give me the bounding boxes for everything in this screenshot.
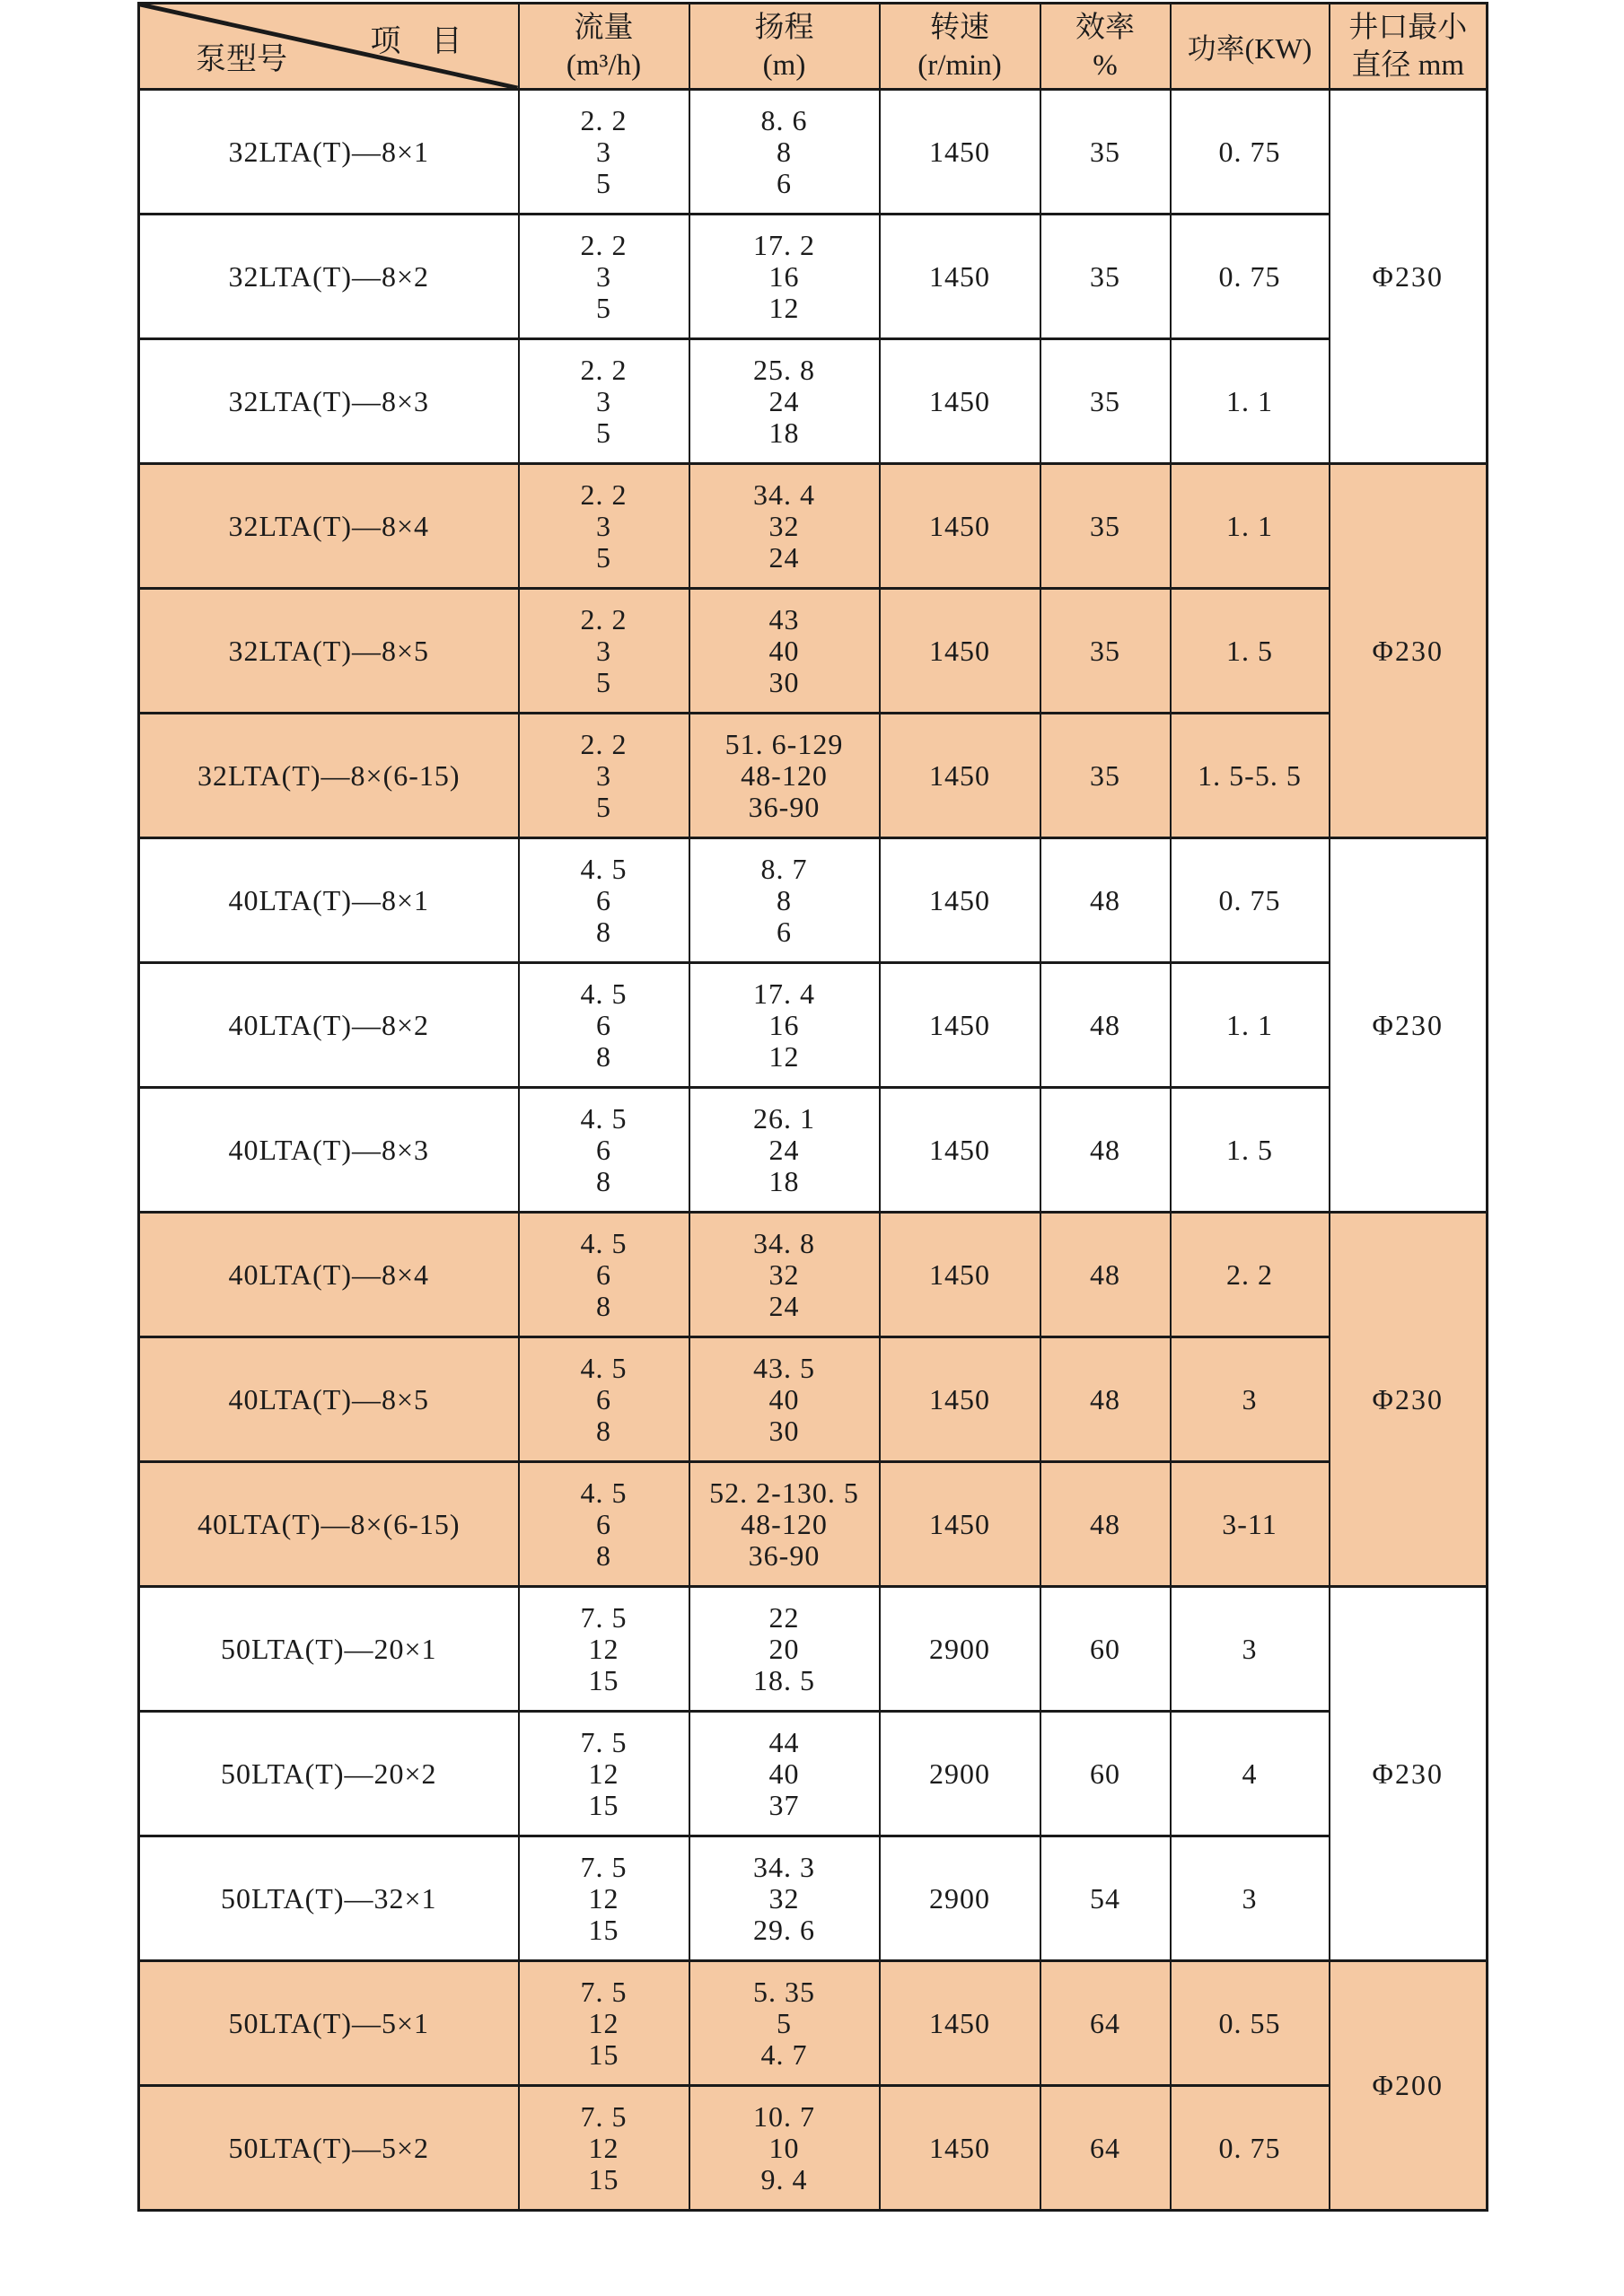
flow-value: 12 <box>588 2131 619 2164</box>
model-cell: 50LTA(T)—20×2 <box>139 1712 519 1836</box>
head-value: 18. 5 <box>753 1663 815 1696</box>
flow-cell <box>519 963 689 1088</box>
flow-value: 15 <box>588 1788 619 1821</box>
model-cell: 32LTA(T)—8×5 <box>139 589 519 714</box>
diameter-cell: Φ230 <box>1330 1587 1488 1961</box>
flow-value: 2. 2 <box>580 103 628 136</box>
speed-cell: 1450 <box>880 215 1040 339</box>
head-cell <box>689 339 880 464</box>
speed-cell: 1450 <box>880 963 1040 1088</box>
efficiency-cell: 48 <box>1040 1462 1171 1587</box>
efficiency-cell: 35 <box>1040 90 1171 215</box>
flow-value: 8 <box>596 915 611 948</box>
flow-value: 4. 5 <box>580 1101 628 1135</box>
head-cell <box>689 1587 880 1712</box>
power-cell: 0. 75 <box>1171 2086 1330 2211</box>
flow-value: 7. 5 <box>580 2099 628 2133</box>
head-value: 40 <box>768 1382 800 1415</box>
flow-value: 7. 5 <box>580 1600 628 1634</box>
head-value: 6 <box>777 166 792 199</box>
efficiency-cell: 35 <box>1040 589 1171 714</box>
flow-value: 2. 2 <box>580 602 628 635</box>
flow-value: 7. 5 <box>580 1725 628 1758</box>
head-value: 34. 3 <box>753 1850 815 1883</box>
speed-cell: 2900 <box>880 1587 1040 1712</box>
flow-value: 15 <box>588 1913 619 1946</box>
efficiency-cell: 48 <box>1040 1088 1171 1213</box>
flow-cell <box>519 339 689 464</box>
flow-value: 4. 5 <box>580 1476 628 1509</box>
model-cell: 50LTA(T)—32×1 <box>139 1836 519 1961</box>
head-cell <box>689 1836 880 1961</box>
header-diameter-cell <box>1330 4 1488 90</box>
head-value: 34. 4 <box>753 478 815 511</box>
model-cell: 32LTA(T)—8×1 <box>139 90 519 215</box>
header-flow-title: 流量 <box>574 11 634 44</box>
model-cell: 40LTA(T)—8×3 <box>139 1088 519 1213</box>
flow-value: 2. 2 <box>580 727 628 760</box>
efficiency-cell: 64 <box>1040 1961 1171 2086</box>
header-item-label: 项 目 <box>370 25 462 58</box>
model-cell: 50LTA(T)—5×2 <box>139 2086 519 2211</box>
flow-value: 4. 5 <box>580 1226 628 1259</box>
flow-value: 6 <box>596 1382 611 1415</box>
head-value: 6 <box>777 915 792 948</box>
model-cell: 50LTA(T)—20×1 <box>139 1587 519 1712</box>
head-cell <box>689 714 880 838</box>
speed-cell: 1450 <box>880 1462 1040 1587</box>
efficiency-cell: 48 <box>1040 1213 1171 1337</box>
flow-cell <box>519 1836 689 1961</box>
flow-value: 15 <box>588 2162 619 2195</box>
head-value: 16 <box>768 1008 800 1041</box>
diameter-cell: Φ230 <box>1330 1213 1488 1587</box>
power-cell: 0. 75 <box>1171 838 1330 963</box>
efficiency-cell: 60 <box>1040 1587 1171 1712</box>
head-value: 36-90 <box>748 1538 821 1572</box>
power-cell: 3-11 <box>1171 1462 1330 1587</box>
speed-cell: 1450 <box>880 464 1040 589</box>
header-head-unit: (m) <box>762 48 806 82</box>
header-flow-unit: (m³/h) <box>566 48 642 82</box>
flow-value: 5 <box>596 540 611 574</box>
head-value: 40 <box>768 634 800 667</box>
flow-value: 2. 2 <box>580 228 628 261</box>
head-value: 12 <box>768 291 800 324</box>
corner-header-cell <box>139 4 519 90</box>
diameter-cell: Φ230 <box>1330 90 1488 464</box>
flow-value: 8 <box>596 1164 611 1197</box>
efficiency-cell: 35 <box>1040 339 1171 464</box>
head-value: 8. 7 <box>760 852 808 885</box>
head-value: 17. 4 <box>753 977 815 1010</box>
head-value: 20 <box>768 1632 800 1665</box>
head-cell <box>689 1961 880 2086</box>
speed-cell: 1450 <box>880 1213 1040 1337</box>
model-cell: 32LTA(T)—8×(6-15) <box>139 714 519 838</box>
header-head-title: 扬程 <box>754 11 814 44</box>
flow-value: 5 <box>596 291 611 324</box>
head-cell <box>689 464 880 589</box>
model-cell: 32LTA(T)—8×2 <box>139 215 519 339</box>
flow-value: 3 <box>596 634 611 667</box>
model-cell: 40LTA(T)—8×5 <box>139 1337 519 1462</box>
head-cell <box>689 215 880 339</box>
flow-value: 4. 5 <box>580 1351 628 1384</box>
model-cell: 32LTA(T)—8×4 <box>139 464 519 589</box>
table-row <box>139 2086 1488 2211</box>
head-cell <box>689 1712 880 1836</box>
flow-value: 4. 5 <box>580 977 628 1010</box>
head-cell <box>689 1213 880 1337</box>
head-value: 5. 35 <box>753 1975 815 2008</box>
speed-cell: 2900 <box>880 1836 1040 1961</box>
table-row <box>139 1462 1488 1587</box>
flow-value: 3 <box>596 509 611 542</box>
flow-value: 5 <box>596 790 611 823</box>
speed-cell: 1450 <box>880 589 1040 714</box>
flow-value: 8 <box>596 1414 611 1447</box>
head-value: 4. 7 <box>760 2037 808 2071</box>
head-value: 32 <box>768 1881 800 1915</box>
head-value: 22 <box>768 1600 800 1634</box>
speed-cell: 1450 <box>880 1088 1040 1213</box>
flow-cell <box>519 464 689 589</box>
header-speed-title: 转速 <box>930 11 989 44</box>
power-cell: 0. 75 <box>1171 215 1330 339</box>
flow-cell <box>519 215 689 339</box>
table-row <box>139 714 1488 838</box>
head-value: 24 <box>768 384 800 417</box>
model-cell: 40LTA(T)—8×2 <box>139 963 519 1088</box>
flow-value: 5 <box>596 416 611 449</box>
head-value: 5 <box>777 2006 792 2039</box>
flow-value: 2. 2 <box>580 353 628 386</box>
power-cell: 1. 1 <box>1171 464 1330 589</box>
flow-value: 15 <box>588 2037 619 2071</box>
header-speed-cell <box>880 4 1040 90</box>
diameter-cell: Φ230 <box>1330 838 1488 1213</box>
table-row <box>139 1337 1488 1462</box>
head-value: 44 <box>768 1725 800 1758</box>
head-value: 8 <box>777 883 792 916</box>
head-value: 9. 4 <box>760 2162 808 2195</box>
head-value: 52. 2-130. 5 <box>709 1476 859 1509</box>
head-value: 30 <box>768 1414 800 1447</box>
header-efficiency-cell <box>1040 4 1171 90</box>
flow-value: 5 <box>596 665 611 698</box>
flow-cell <box>519 1712 689 1836</box>
efficiency-cell: 35 <box>1040 464 1171 589</box>
power-cell: 0. 55 <box>1171 1961 1330 2086</box>
speed-cell: 1450 <box>880 1961 1040 2086</box>
table-row <box>139 1836 1488 1961</box>
table-row <box>139 1088 1488 1213</box>
header-speed-unit: (r/min) <box>917 48 1002 82</box>
head-value: 43 <box>768 602 800 635</box>
power-cell: 4 <box>1171 1712 1330 1836</box>
flow-cell <box>519 838 689 963</box>
head-value: 36-90 <box>748 790 821 823</box>
head-value: 24 <box>768 1133 800 1166</box>
flow-cell <box>519 2086 689 2211</box>
flow-value: 7. 5 <box>580 1975 628 2008</box>
flow-cell <box>519 1462 689 1587</box>
flow-value: 6 <box>596 1507 611 1540</box>
flow-cell <box>519 1587 689 1712</box>
efficiency-cell: 48 <box>1040 838 1171 963</box>
flow-value: 12 <box>588 2006 619 2039</box>
power-cell: 1. 5 <box>1171 1088 1330 1213</box>
efficiency-cell: 35 <box>1040 215 1171 339</box>
diameter-cell: Φ230 <box>1330 464 1488 838</box>
flow-value: 12 <box>588 1881 619 1915</box>
flow-cell <box>519 1088 689 1213</box>
header-flow-cell <box>519 4 689 90</box>
flow-value: 7. 5 <box>580 1850 628 1883</box>
table-row <box>139 589 1488 714</box>
flow-value: 3 <box>596 259 611 293</box>
head-cell <box>689 589 880 714</box>
power-cell: 1. 1 <box>1171 339 1330 464</box>
power-cell: 0. 75 <box>1171 90 1330 215</box>
flow-cell <box>519 90 689 215</box>
head-value: 34. 8 <box>753 1226 815 1259</box>
head-value: 51. 6-129 <box>724 727 844 760</box>
head-value: 16 <box>768 259 800 293</box>
power-cell: 3 <box>1171 1836 1330 1961</box>
table-row <box>139 1587 1488 1712</box>
flow-value: 5 <box>596 166 611 199</box>
head-value: 12 <box>768 1039 800 1073</box>
header-efficiency-unit: % <box>1093 48 1118 82</box>
model-cell: 32LTA(T)—8×3 <box>139 339 519 464</box>
table-row <box>139 90 1488 215</box>
head-value: 25. 8 <box>753 353 815 386</box>
table-row <box>139 1213 1488 1337</box>
table-row <box>139 838 1488 963</box>
header-diameter-title: 井口最小 <box>1348 11 1468 44</box>
head-cell <box>689 1088 880 1213</box>
model-cell: 40LTA(T)—8×(6-15) <box>139 1462 519 1587</box>
diameter-cell: Φ200 <box>1330 1961 1488 2211</box>
header-efficiency-title: 效率 <box>1075 11 1135 44</box>
head-value: 43. 5 <box>753 1351 815 1384</box>
head-value: 40 <box>768 1757 800 1790</box>
power-cell: 1. 1 <box>1171 963 1330 1088</box>
model-cell: 40LTA(T)—8×1 <box>139 838 519 963</box>
efficiency-cell: 48 <box>1040 963 1171 1088</box>
head-value: 48-120 <box>741 1507 828 1540</box>
head-cell <box>689 1462 880 1587</box>
head-value: 10. 7 <box>753 2099 815 2133</box>
speed-cell: 2900 <box>880 1712 1040 1836</box>
efficiency-cell: 35 <box>1040 714 1171 838</box>
header-diameter-unit: 直径 mm <box>1351 48 1465 82</box>
head-value: 18 <box>768 416 800 449</box>
table-row <box>139 339 1488 464</box>
power-cell: 2. 2 <box>1171 1213 1330 1337</box>
header-row <box>139 4 1488 90</box>
head-value: 10 <box>768 2131 800 2164</box>
head-value: 29. 6 <box>753 1913 815 1946</box>
pump-spec-table <box>137 2 1488 2212</box>
header-head-cell <box>689 4 880 90</box>
flow-value: 4. 5 <box>580 852 628 885</box>
head-value: 24 <box>768 540 800 574</box>
model-cell: 40LTA(T)—8×4 <box>139 1213 519 1337</box>
flow-cell <box>519 1337 689 1462</box>
header-model-label: 泵型号 <box>196 43 287 76</box>
head-value: 8 <box>777 135 792 168</box>
head-value: 24 <box>768 1289 800 1322</box>
head-cell <box>689 2086 880 2211</box>
head-cell <box>689 90 880 215</box>
flow-value: 15 <box>588 1663 619 1696</box>
head-value: 32 <box>768 1258 800 1291</box>
flow-value: 3 <box>596 758 611 792</box>
flow-value: 6 <box>596 1008 611 1041</box>
head-value: 30 <box>768 665 800 698</box>
head-value: 26. 1 <box>753 1101 815 1135</box>
head-value: 48-120 <box>741 758 828 792</box>
flow-value: 6 <box>596 883 611 916</box>
speed-cell: 1450 <box>880 1337 1040 1462</box>
speed-cell: 1450 <box>880 838 1040 963</box>
table-row <box>139 464 1488 589</box>
flow-value: 3 <box>596 135 611 168</box>
flow-value: 12 <box>588 1632 619 1665</box>
head-cell <box>689 838 880 963</box>
power-cell: 1. 5 <box>1171 589 1330 714</box>
efficiency-cell: 54 <box>1040 1836 1171 1961</box>
header-power-cell: 功率(KW) <box>1171 4 1330 90</box>
flow-value: 8 <box>596 1289 611 1322</box>
table-row <box>139 215 1488 339</box>
flow-cell <box>519 1961 689 2086</box>
table-row <box>139 963 1488 1088</box>
efficiency-cell: 64 <box>1040 2086 1171 2211</box>
head-value: 18 <box>768 1164 800 1197</box>
head-cell <box>689 963 880 1088</box>
efficiency-cell: 60 <box>1040 1712 1171 1836</box>
speed-cell: 1450 <box>880 339 1040 464</box>
flow-cell <box>519 1213 689 1337</box>
efficiency-cell: 48 <box>1040 1337 1171 1462</box>
flow-value: 3 <box>596 384 611 417</box>
flow-value: 12 <box>588 1757 619 1790</box>
table-row <box>139 1961 1488 2086</box>
speed-cell: 1450 <box>880 90 1040 215</box>
model-cell: 50LTA(T)—5×1 <box>139 1961 519 2086</box>
power-cell: 3 <box>1171 1587 1330 1712</box>
head-value: 37 <box>768 1788 800 1821</box>
speed-cell: 1450 <box>880 714 1040 838</box>
flow-cell <box>519 589 689 714</box>
flow-value: 6 <box>596 1258 611 1291</box>
flow-value: 2. 2 <box>580 478 628 511</box>
flow-value: 8 <box>596 1039 611 1073</box>
flow-value: 6 <box>596 1133 611 1166</box>
power-cell: 1. 5-5. 5 <box>1171 714 1330 838</box>
head-value: 17. 2 <box>753 228 815 261</box>
head-cell <box>689 1337 880 1462</box>
table-row <box>139 1712 1488 1836</box>
flow-value: 8 <box>596 1538 611 1572</box>
head-value: 32 <box>768 509 800 542</box>
speed-cell: 1450 <box>880 2086 1040 2211</box>
flow-cell <box>519 714 689 838</box>
power-cell: 3 <box>1171 1337 1330 1462</box>
head-value: 8. 6 <box>760 103 808 136</box>
